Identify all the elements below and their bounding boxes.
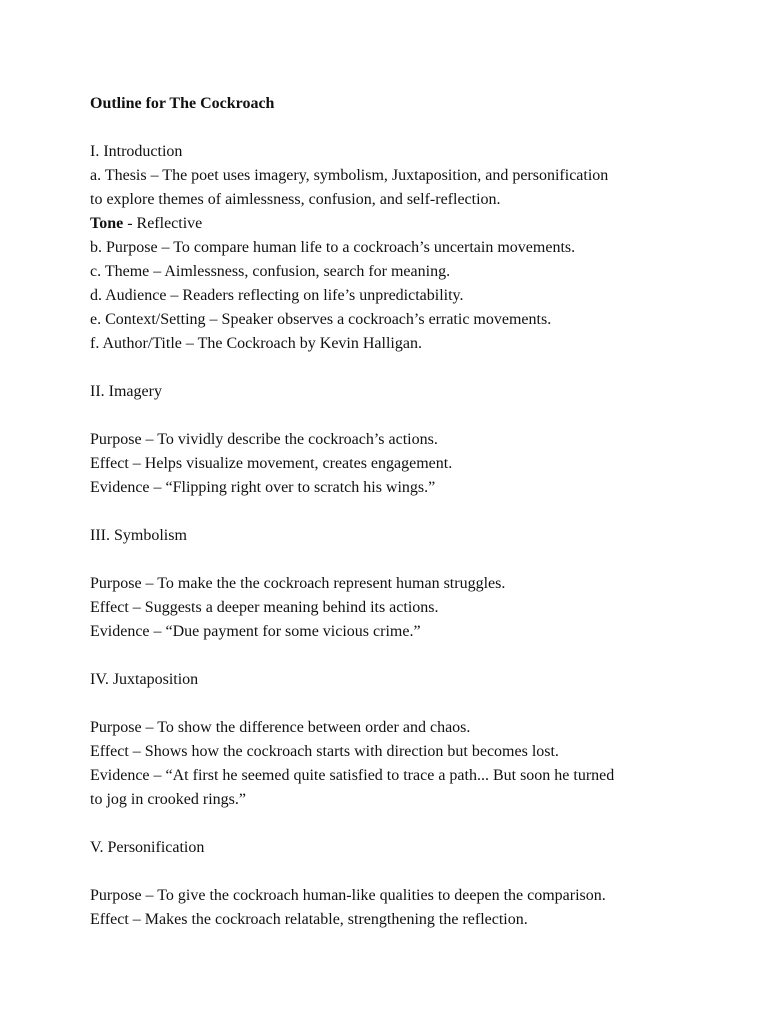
spacer [90,548,690,572]
spacer [90,116,690,140]
tone-value: - Reflective [123,215,203,232]
tone-label: Tone [90,215,124,232]
symbolism-effect: Effect – Suggests a deeper meaning behind its actions. [90,599,439,616]
section-symbolism [90,524,690,644]
intro-audience: d. Audience – Readers reflecting on life’s unpredictability. [90,287,464,304]
intro-thesis-line-1: a. Thesis – The poet uses imagery, symbolism, Juxtaposition, and personification [90,167,609,184]
intro-purpose: b. Purpose – To compare human life to a cockroach’s uncertain movements. [90,239,576,256]
juxtaposition-effect: Effect – Shows how the cockroach starts with direction but becomes lost. [90,743,559,760]
spacer [90,692,690,716]
intro-author: f. Author/Title – The Cockroach by Kevin Halligan. [90,335,422,352]
section-personification [90,836,690,932]
imagery-effect: Effect – Helps visualize movement, creates engagement. [90,455,453,472]
intro-tone [90,212,690,236]
section-juxtaposition [90,668,690,812]
section-heading-symbolism: III. Symbolism [90,527,187,544]
section-imagery [90,380,690,500]
juxtaposition-purpose: Purpose – To show the difference between order and chaos. [90,719,471,736]
symbolism-evidence: Evidence – “Due payment for some vicious crime.” [90,623,421,640]
section-heading-introduction: I. Introduction [90,143,183,160]
section-heading-juxtaposition: IV. Juxtaposition [90,671,199,688]
intro-context: e. Context/Setting – Speaker observes a cockroach’s erratic movements. [90,311,552,328]
spacer [90,500,690,524]
spacer [90,356,690,380]
section-introduction [90,140,690,356]
intro-theme: c. Theme – Aimlessness, confusion, search for meaning. [90,263,451,280]
imagery-purpose: Purpose – To vividly describe the cockroach’s actions. [90,431,438,448]
imagery-evidence: Evidence – “Flipping right over to scratch his wings.” [90,479,436,496]
symbolism-purpose: Purpose – To make the the cockroach represent human struggles. [90,575,506,592]
spacer [90,644,690,668]
spacer [90,860,690,884]
personification-effect: Effect – Makes the cockroach relatable, strengthening the reflection. [90,911,528,928]
intro-thesis-line-2: to explore themes of aimlessness, confusion, and self-reflection. [90,191,501,208]
personification-purpose: Purpose – To give the cockroach human-like qualities to deepen the comparison. [90,887,606,904]
juxtaposition-evidence-line-2: to jog in crooked rings.” [90,791,246,808]
document-page [90,92,690,932]
juxtaposition-evidence-line-1: Evidence – “At first he seemed quite satisfied to trace a path... But soon he turned [90,767,615,784]
spacer [90,812,690,836]
section-heading-imagery: II. Imagery [90,383,162,400]
spacer [90,404,690,428]
document-title: Outline for The Cockroach [90,95,275,112]
section-heading-personification: V. Personification [90,839,205,856]
